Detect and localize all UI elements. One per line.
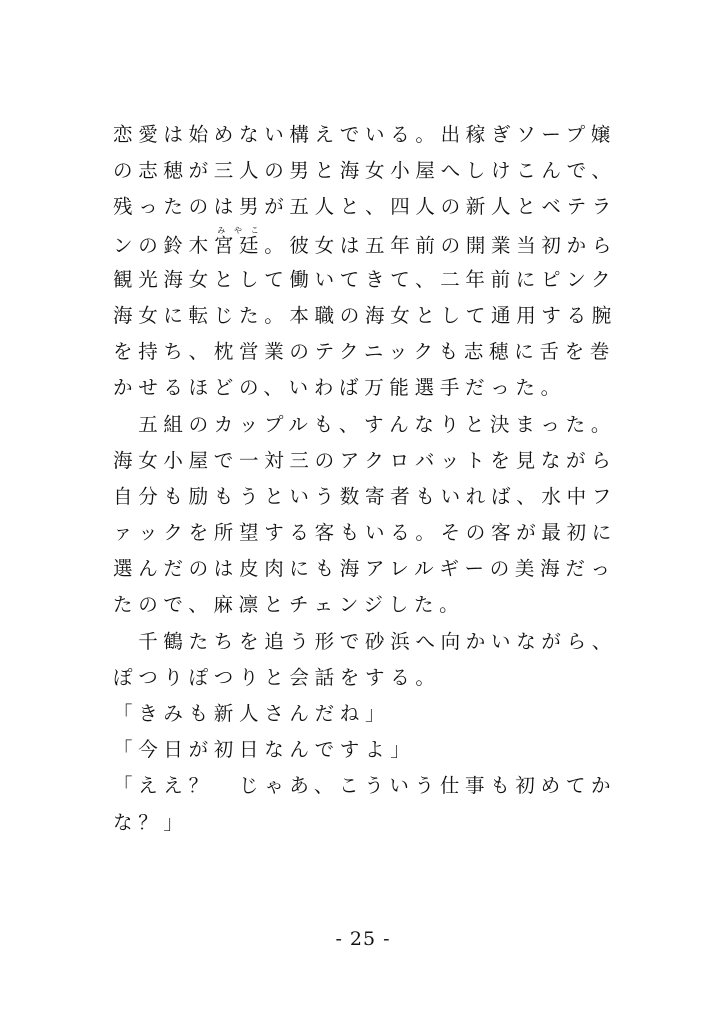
text-line: 海女に転じた。本職の海女として通用する腕 <box>113 303 618 327</box>
text-line: かせるほどの、いわば万能選手だった。 <box>113 376 566 400</box>
text-line: 観光海女として働いてきて、二年前にピンク <box>113 267 617 291</box>
text-line: ぽつりぽつりと会話をする。 <box>113 665 441 689</box>
ruby-line-after: 。彼女は五年前の開業当初から <box>264 233 618 257</box>
text-line: 五組のカップルも、すんなりと決まった。 <box>113 412 617 436</box>
text-line: 「ええ？ じゃあ、こういう仕事も初めてか <box>113 774 617 798</box>
ruby-name <box>213 225 265 257</box>
text-line: たので、麻凛とチェンジした。 <box>113 593 465 617</box>
text-line: を持ち、枕営業のテクニックも志穂に舌を巻 <box>113 340 616 364</box>
text-line: 海女小屋で一対三のアクロバットを見ながら <box>113 448 617 472</box>
text-line: 残ったのは男が五人と、四人の新人とベテラ <box>113 195 618 219</box>
text-line: 自分も励もうという数寄者もいれば、水中フ <box>113 484 618 508</box>
text-line: の志穂が三人の男と海女小屋へしけこんで、 <box>113 159 617 183</box>
text-line: 恋愛は始めない構えでいる。出稼ぎソープ嬢 <box>113 123 617 146</box>
text-line: 千鶴たちを追う形で砂浜へ向かいながら、 <box>113 629 618 653</box>
ruby-base: 宮廷 <box>213 233 265 257</box>
page-number: - 25 - <box>335 928 391 950</box>
text-line: ァックを所望する客もいる。その客が最初に <box>113 521 618 545</box>
text-line-with-ruby <box>113 225 618 262</box>
text-line: 選んだのは皮肉にも海アレルギーの美海だっ <box>113 557 616 581</box>
ruby-reading: みやこ <box>213 225 265 235</box>
text-line: 「今日が初日なんですよ」 <box>113 738 416 762</box>
ruby-line-before: ンの鈴木 <box>113 233 214 257</box>
text-line: な？」 <box>113 810 189 834</box>
body-text <box>113 117 618 841</box>
text-line: 「きみも新人さんだね」 <box>113 702 391 725</box>
